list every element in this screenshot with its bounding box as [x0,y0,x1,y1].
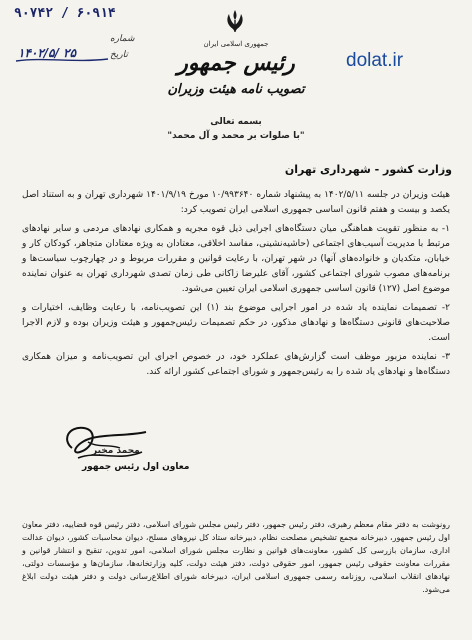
body-paragraph-intro: هیئت وزیران در جلسه ۱۴۰۲/۵/۱۱ به پیشنهاد شماره ۱۰/۹۹۳۶۴۰ مورخ ۱۴۰۱/۹/۱۹ شهرداری تهران و به استناد اصل یکصد و بیست و هفتم قانون اساسی جمهوری اسلامی ایران تصویب کرد: [22,190,450,215]
number-label: شماره [110,34,135,44]
recipient-line: وزارت کشور - شهرداری تهران [284,163,452,176]
country-name: جمهوری اسلامی ایران [203,40,269,48]
decree-body [22,188,450,380]
signatory-title: معاون اول رئیس جمهور [82,462,190,472]
signatory-name: محمد مخبر [92,446,140,456]
date-label: تاریخ [110,50,128,60]
body-paragraph-3: ۳- نماینده مزبور موظف است گزارش‌های عملکرد خود، در خصوص اجرای این تصویب‌نامه و میزان همکاری دستگاه‌ها و نهادهای یاد شده را به رئیس‌جمهور و شورای اجتماعی کشور ارائه کند. [22,352,450,377]
salawat-line: "با صلوات بر محمد و آل محمد" [167,131,305,141]
body-paragraph-2: ۲- تصمیمات نماینده یاد شده در امور اجرایی موضوع بند (۱) این تصویب‌نامه، با رعایت وظایف، اختیارات و صلاحیت‌های قانونی دستگاه‌ها و نهادهای مذکور، در حکم تصمیمات رئیس‌جمهور و هیئت وزیران بوده و لازم الاجرا است. [22,303,450,343]
iran-emblem-icon [224,8,246,34]
source-watermark: dolat.ir [346,50,404,71]
presidency-title: رئیس جمهور [177,50,295,76]
date-value: ۱۴۰۲/۵/ ۲۵ [18,46,77,60]
body-paragraph-1: ۱- به منظور تقویت هماهنگی میان دستگاه‌های اجرایی ذیل قوه مجریه و همکاری نهادهای مردمی و سایر نهادهای مرتبط با مدیریت آسیب‌های اجتماعی (حاشیه‌نشینی، مفاسد اخلاقی، معتادان به ویژه معتادان متجاهر، کودکان کار و خیابان، متکدیان و خانواده‌های آنها) در شهر تهران، با رعایت قوانین و مقررات مربوط و در چهارچوب سیاست‌ها و برنامه‌های مصوب شورای اجتماعی کشور، آقای علیرضا زاکانی طی زمان تصدی شهرداری تهران به عنوان نماینده موضوع اصل (۱۲۷) قانون اساسی جمهوری اسلامی ایران تعیین می‌شود. [22,224,450,294]
invocation: بسمه تعالی [210,117,262,127]
document-type-title: تصویب نامه هیئت وزیران [167,82,305,97]
cc-distribution-list: رونوشت به دفتر مقام معظم رهبری، دفتر رئیس جمهور، دفتر رئیس مجلس شورای اسلامی، دفتر رئیس قوه قضاییه، دفتر معاون اول رئیس جمهور، دبیرخانه مجمع تشخیص مصلحت نظام، دبیرخانه ستاد کل نیروهای مسلح، دیوان محاسبات کشور، دیوان عدالت اداری، سازمان بازرسی کل کشور، معاونت‌های قوانین و نظارت مجلس شورای اسلامی، امور تدوین، تنقیح و انتشار قوانین و مقررات معاونت حقوقی رئیس جمهور، امور حقوقی دولت، دفتر هیئت دولت، کلیه وزارتخانه‌ها، سازمان‌ها و مؤسسات دولتی، نهادهای انقلاب اسلامی، روزنامه رسمی جمهوری اسلامی ایران، دبیرخانه شورای اطلاع‌رسانی دولت و دفتر هیئت دولت ابلاغ می‌شود. [22,520,450,594]
letter-number-handwritten: ۹۰۷۴۲ / ۶۰۹۱۴ [14,6,116,21]
